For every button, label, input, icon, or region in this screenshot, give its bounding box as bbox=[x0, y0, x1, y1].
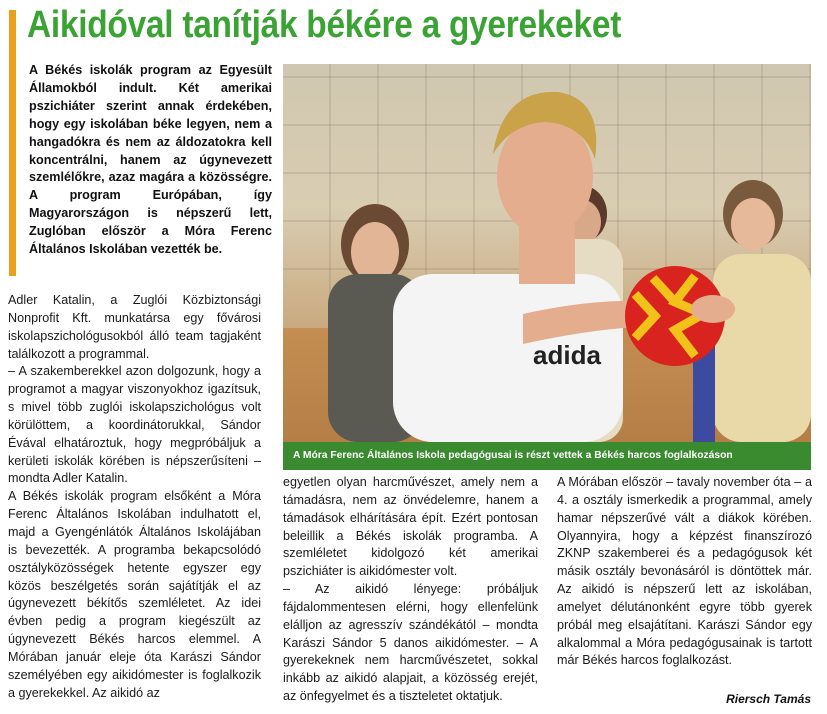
bg-person-face bbox=[351, 222, 399, 282]
man-face bbox=[497, 116, 593, 236]
man-hand bbox=[691, 295, 735, 323]
col2-paragraph: egyetlen olyan harcművészet, amely nem a támadásra, nem az önvédelemre, hanem a támadások elhárítására épít. Ezért pontosan beleillik a Békés iskolák programba. A szemléletet kidolgozó két amerikai pszichiáter is aikidómester volt. bbox=[283, 475, 538, 579]
col1-paragraph: Adler Katalin, a Zuglói Közbiztonsági Nonprofit Kft. munkatársa egy fővárosi iskolapszichológusokból álló team tagjaként találkozott a programmal. bbox=[8, 293, 261, 361]
col3-paragraph: A Mórában először – tavaly november óta – a 4. a osztály ismerkedik a programmal, amely hamar népszerűvé vált a diákok körében. Olyannyira, hogy a képzést finanszírozó ZKNP szakemberei és a pedagógusok két másik osztály bevonásáról is döntöttek már. Az aikidó is népszerű lett az iskolában, amelyet délutánonként egyre több gyerek próbál meg elsajátítani. Karászi Sándor egy alkalommal a Móra pedagógusainak is tartott már Békés harcos foglalkozást. bbox=[557, 475, 812, 668]
lead-accent-bar bbox=[9, 10, 16, 276]
col1-paragraph: A Békés iskolák program elsőként a Móra Ferenc Általános Iskolában indulhatott el, majd a Gyengénlátók Általános Iskolájában is bevezették. A programba bekapcsolódó osztályközösségek hetente egyszer egy közös beszélgetés során sajátítják el az úgynevezett békítős szemléletet. Az idei évben pedig a program kiegészült az úgynevezett Békés harcos elemmel. A Mórában január eleje óta Karászi Sándor személyében egy aikidómester is foglalkozik a gyerekekkel. Az aikidó az bbox=[8, 489, 261, 700]
col1-paragraph: – A szakemberekkel azon dolgozunk, hogy a programot a magyar viszonyokhoz igazítsuk, s mivel több zuglói iskolapszichológus volt körülöttem, a koordinátorukkal, Sándor Évával elhatároztuk, hogy megpróbáljuk a kerületi iskolák körében is népszerűsíteni – mondta Adler Katalin. bbox=[8, 364, 261, 486]
article-photo bbox=[283, 64, 811, 470]
shirt-print: adida bbox=[533, 340, 601, 370]
bg-person-body-3 bbox=[713, 254, 811, 442]
photo-scene bbox=[283, 64, 811, 442]
bg-person-face-3 bbox=[731, 198, 775, 250]
body-column-3 bbox=[557, 474, 812, 670]
man-neck bbox=[519, 224, 575, 284]
body-column-1 bbox=[8, 292, 261, 702]
photo-caption: A Móra Ferenc Általános Iskola pedagógusai is részt vettek a Békés harcos foglalkozáson bbox=[283, 442, 811, 470]
byline: Riersch Tamás bbox=[726, 692, 811, 706]
body-column-2 bbox=[283, 474, 538, 706]
headline: Aikidóval tanítják békére a gyerekeket bbox=[27, 4, 622, 46]
col2-paragraph: – Az aikidó lényege: próbáljuk fájdalommentesen elérni, hogy ellenfelünk elálljon az agresszív szándékától – mondta Karászi Sándor 5 danos aikidómester. – A gyerekeknek nem harcművészetet, sokkal inkább az aikidó alapjait, a közösség erejét, az önfegyelmet és a tiszteletet oktatjuk. bbox=[283, 582, 538, 704]
lead-paragraph: A Békés iskolák program az Egyesült Államokból indult. Két amerikai pszichiáter szerint annak érdekében, hogy egy iskolában béke legyen, nem a hangadókra és nem az áldozatokra kell koncentrálni, hanem az úgynevezett szemlélőkre, azaz magára a közösségre. A program Európában, így Magyarországon is népszerű lett, Zuglóban először a Móra Ferenc Általános Iskolában vezették be. bbox=[29, 63, 272, 257]
